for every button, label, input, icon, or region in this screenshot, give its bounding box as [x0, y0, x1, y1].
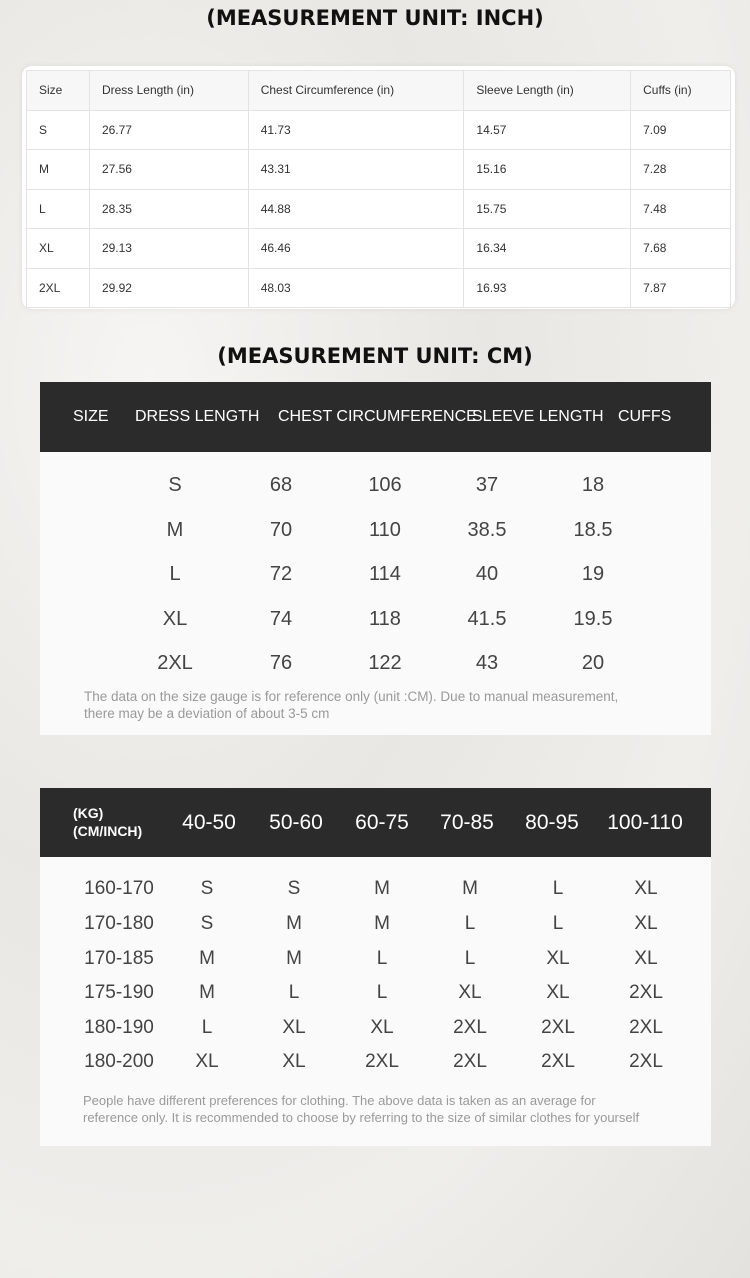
cm-cell-sleeve: 43 [475, 652, 499, 674]
weight-size-cell: M [374, 913, 390, 934]
weight-size-cell: L [288, 982, 300, 1003]
weight-note-line-1: People have different preferences for clothing. The above data is taken as an average for [83, 1093, 596, 1108]
weight-header-0: 40-50 [182, 811, 236, 834]
weight-header-2: 60-75 [355, 811, 409, 834]
cm-cell-cuffs: 19.5 [573, 608, 613, 630]
cm-cell-sleeve: 40 [475, 563, 499, 585]
inch-table-row [27, 189, 731, 229]
weight-size-cell: XL [634, 878, 658, 899]
inch-header-sleeve: Sleeve Length (in) [464, 71, 631, 111]
inch-table-row [27, 268, 731, 308]
weight-table-header [40, 788, 711, 857]
cm-cell-chest: 106 [368, 474, 402, 496]
weight-size-cell: L [376, 982, 388, 1003]
weight-size-cell: S [200, 913, 214, 934]
weight-note-line-2: reference only. It is recommended to choose by referring to the size of similar clothes for yourself [83, 1110, 640, 1125]
weight-size-cell: 2XL [541, 1017, 575, 1038]
cm-cell-dress-length: 76 [269, 652, 293, 674]
weight-header-1: 50-60 [269, 811, 323, 834]
weight-size-cell: XL [370, 1017, 394, 1038]
weight-size-cell: M [374, 878, 390, 899]
weight-size-cell: L [464, 948, 476, 969]
inch-cell-sleeve: 15.16 [464, 150, 631, 190]
cm-header-sleeve: SLEEVE LENGTH [472, 408, 604, 425]
cm-header-size: SIZE [73, 408, 109, 425]
inch-cell-chest: 41.73 [248, 110, 464, 150]
cm-cell-dress-length: 74 [269, 608, 293, 630]
inch-header-cuffs: Cuffs (in) [631, 71, 731, 111]
weight-size-cell: M [286, 913, 302, 934]
weight-corner-label [73, 804, 142, 840]
weight-table-body [40, 857, 711, 1146]
cm-cell-chest: 110 [369, 519, 401, 541]
weight-size-cell: XL [546, 982, 570, 1003]
weight-header-5: 100-110 [607, 811, 683, 834]
weight-size-cell: 2XL [453, 1017, 487, 1038]
weight-row-height: 180-200 [84, 1051, 154, 1072]
cm-header-dress-length: DRESS LENGTH [135, 408, 260, 425]
weight-size-cell: L [376, 948, 388, 969]
cm-cell-cuffs: 18.5 [573, 519, 613, 541]
cm-cell-size: M [166, 519, 184, 541]
inch-cell-cuffs: 7.87 [631, 268, 731, 308]
weight-corner-cm-inch: (CM/INCH) [73, 823, 143, 839]
weight-size-cell: 2XL [629, 1017, 663, 1038]
weight-corner-kg: (KG) [73, 805, 104, 821]
weight-size-cell: 2XL [365, 1051, 399, 1072]
inch-cell-size: M [27, 150, 90, 190]
weight-row-height: 175-190 [84, 982, 154, 1003]
weight-size-cell: M [199, 982, 215, 1003]
cm-table-body [40, 452, 711, 735]
inch-cell-chest: 43.31 [248, 150, 464, 190]
inch-table-header-row [27, 71, 731, 111]
weight-size-cell: L [464, 913, 476, 934]
inch-cell-size: XL [27, 229, 90, 269]
weight-header-4: 80-95 [525, 811, 579, 834]
inch-cell-sleeve: 16.34 [464, 229, 631, 269]
cm-cell-sleeve: 37 [475, 474, 499, 496]
weight-size-cell: S [200, 878, 214, 899]
cm-cell-size: L [169, 563, 181, 585]
cm-cell-sleeve: 41.5 [467, 608, 507, 630]
inch-table-row [27, 229, 731, 269]
cm-cell-size: S [168, 474, 182, 496]
inch-table-row [27, 150, 731, 190]
inch-cell-dress-length: 27.56 [89, 150, 248, 190]
inch-table-row [27, 110, 731, 150]
inch-cell-dress-length: 28.35 [89, 189, 248, 229]
cm-section-title: (MEASUREMENT UNIT: CM) [217, 344, 533, 368]
weight-size-cell: XL [634, 948, 658, 969]
inch-section-title: (MEASUREMENT UNIT: INCH) [206, 6, 544, 30]
cm-header-chest: CHEST CIRCUMFERENCE [278, 408, 477, 425]
weight-size-cell: L [201, 1017, 213, 1038]
weight-size-cell: 2XL [541, 1051, 575, 1072]
cm-cell-cuffs: 20 [581, 652, 605, 674]
inch-cell-size: L [27, 189, 90, 229]
inch-cell-size: 2XL [27, 268, 90, 308]
inch-header-size: Size [27, 71, 90, 111]
inch-cell-cuffs: 7.68 [631, 229, 731, 269]
cm-header-cuffs: CUFFS [618, 408, 672, 425]
cm-cell-chest: 122 [368, 652, 402, 674]
cm-cell-chest: 118 [369, 608, 401, 630]
cm-cell-dress-length: 70 [269, 519, 293, 541]
weight-size-cell: S [287, 878, 301, 899]
inch-header-chest: Chest Circumference (in) [248, 71, 464, 111]
cm-note-line-2: there may be a deviation of about 3-5 cm [84, 706, 330, 721]
inch-cell-dress-length: 29.92 [89, 268, 248, 308]
weight-size-cell: XL [282, 1051, 306, 1072]
inch-cell-size: S [27, 110, 90, 150]
cm-cell-chest: 114 [369, 563, 401, 585]
inch-cell-chest: 48.03 [248, 268, 464, 308]
inch-cell-sleeve: 16.93 [464, 268, 631, 308]
weight-size-cell: M [462, 878, 478, 899]
cm-cell-dress-length: 68 [269, 474, 293, 496]
weight-size-cell: XL [282, 1017, 306, 1038]
weight-size-cell: 2XL [629, 982, 663, 1003]
weight-header-3: 70-85 [440, 811, 494, 834]
inch-size-table-card [22, 66, 735, 309]
cm-cell-size: 2XL [157, 652, 193, 674]
inch-cell-cuffs: 7.28 [631, 150, 731, 190]
weight-size-cell: M [286, 948, 302, 969]
cm-cell-cuffs: 19 [581, 563, 605, 585]
weight-row-height: 170-180 [84, 913, 154, 934]
weight-size-cell: 2XL [629, 1051, 663, 1072]
cm-cell-dress-length: 72 [269, 563, 293, 585]
inch-cell-dress-length: 29.13 [89, 229, 248, 269]
weight-size-cell: XL [634, 913, 658, 934]
weight-size-cell: L [552, 878, 564, 899]
cm-cell-size: XL [162, 608, 188, 630]
weight-row-height: 160-170 [84, 878, 154, 899]
cm-cell-sleeve: 38.5 [467, 519, 507, 541]
weight-size-cell: XL [458, 982, 482, 1003]
inch-cell-sleeve: 14.57 [464, 110, 631, 150]
inch-size-table [26, 70, 731, 308]
inch-header-dress-length: Dress Length (in) [89, 71, 248, 111]
cm-cell-cuffs: 18 [581, 474, 605, 496]
inch-cell-cuffs: 7.09 [631, 110, 731, 150]
weight-size-cell: XL [195, 1051, 219, 1072]
inch-cell-cuffs: 7.48 [631, 189, 731, 229]
cm-note-line-1: The data on the size gauge is for reference only (unit :CM). Due to manual measurement, [84, 689, 619, 704]
inch-cell-dress-length: 26.77 [89, 110, 248, 150]
weight-size-cell: XL [546, 948, 570, 969]
inch-cell-chest: 46.46 [248, 229, 464, 269]
weight-size-cell: L [552, 913, 564, 934]
inch-cell-chest: 44.88 [248, 189, 464, 229]
weight-size-cell: M [199, 948, 215, 969]
cm-table-header [40, 382, 711, 452]
weight-row-height: 170-185 [84, 948, 154, 969]
inch-cell-sleeve: 15.75 [464, 189, 631, 229]
weight-size-cell: 2XL [453, 1051, 487, 1072]
weight-row-height: 180-190 [84, 1017, 154, 1038]
